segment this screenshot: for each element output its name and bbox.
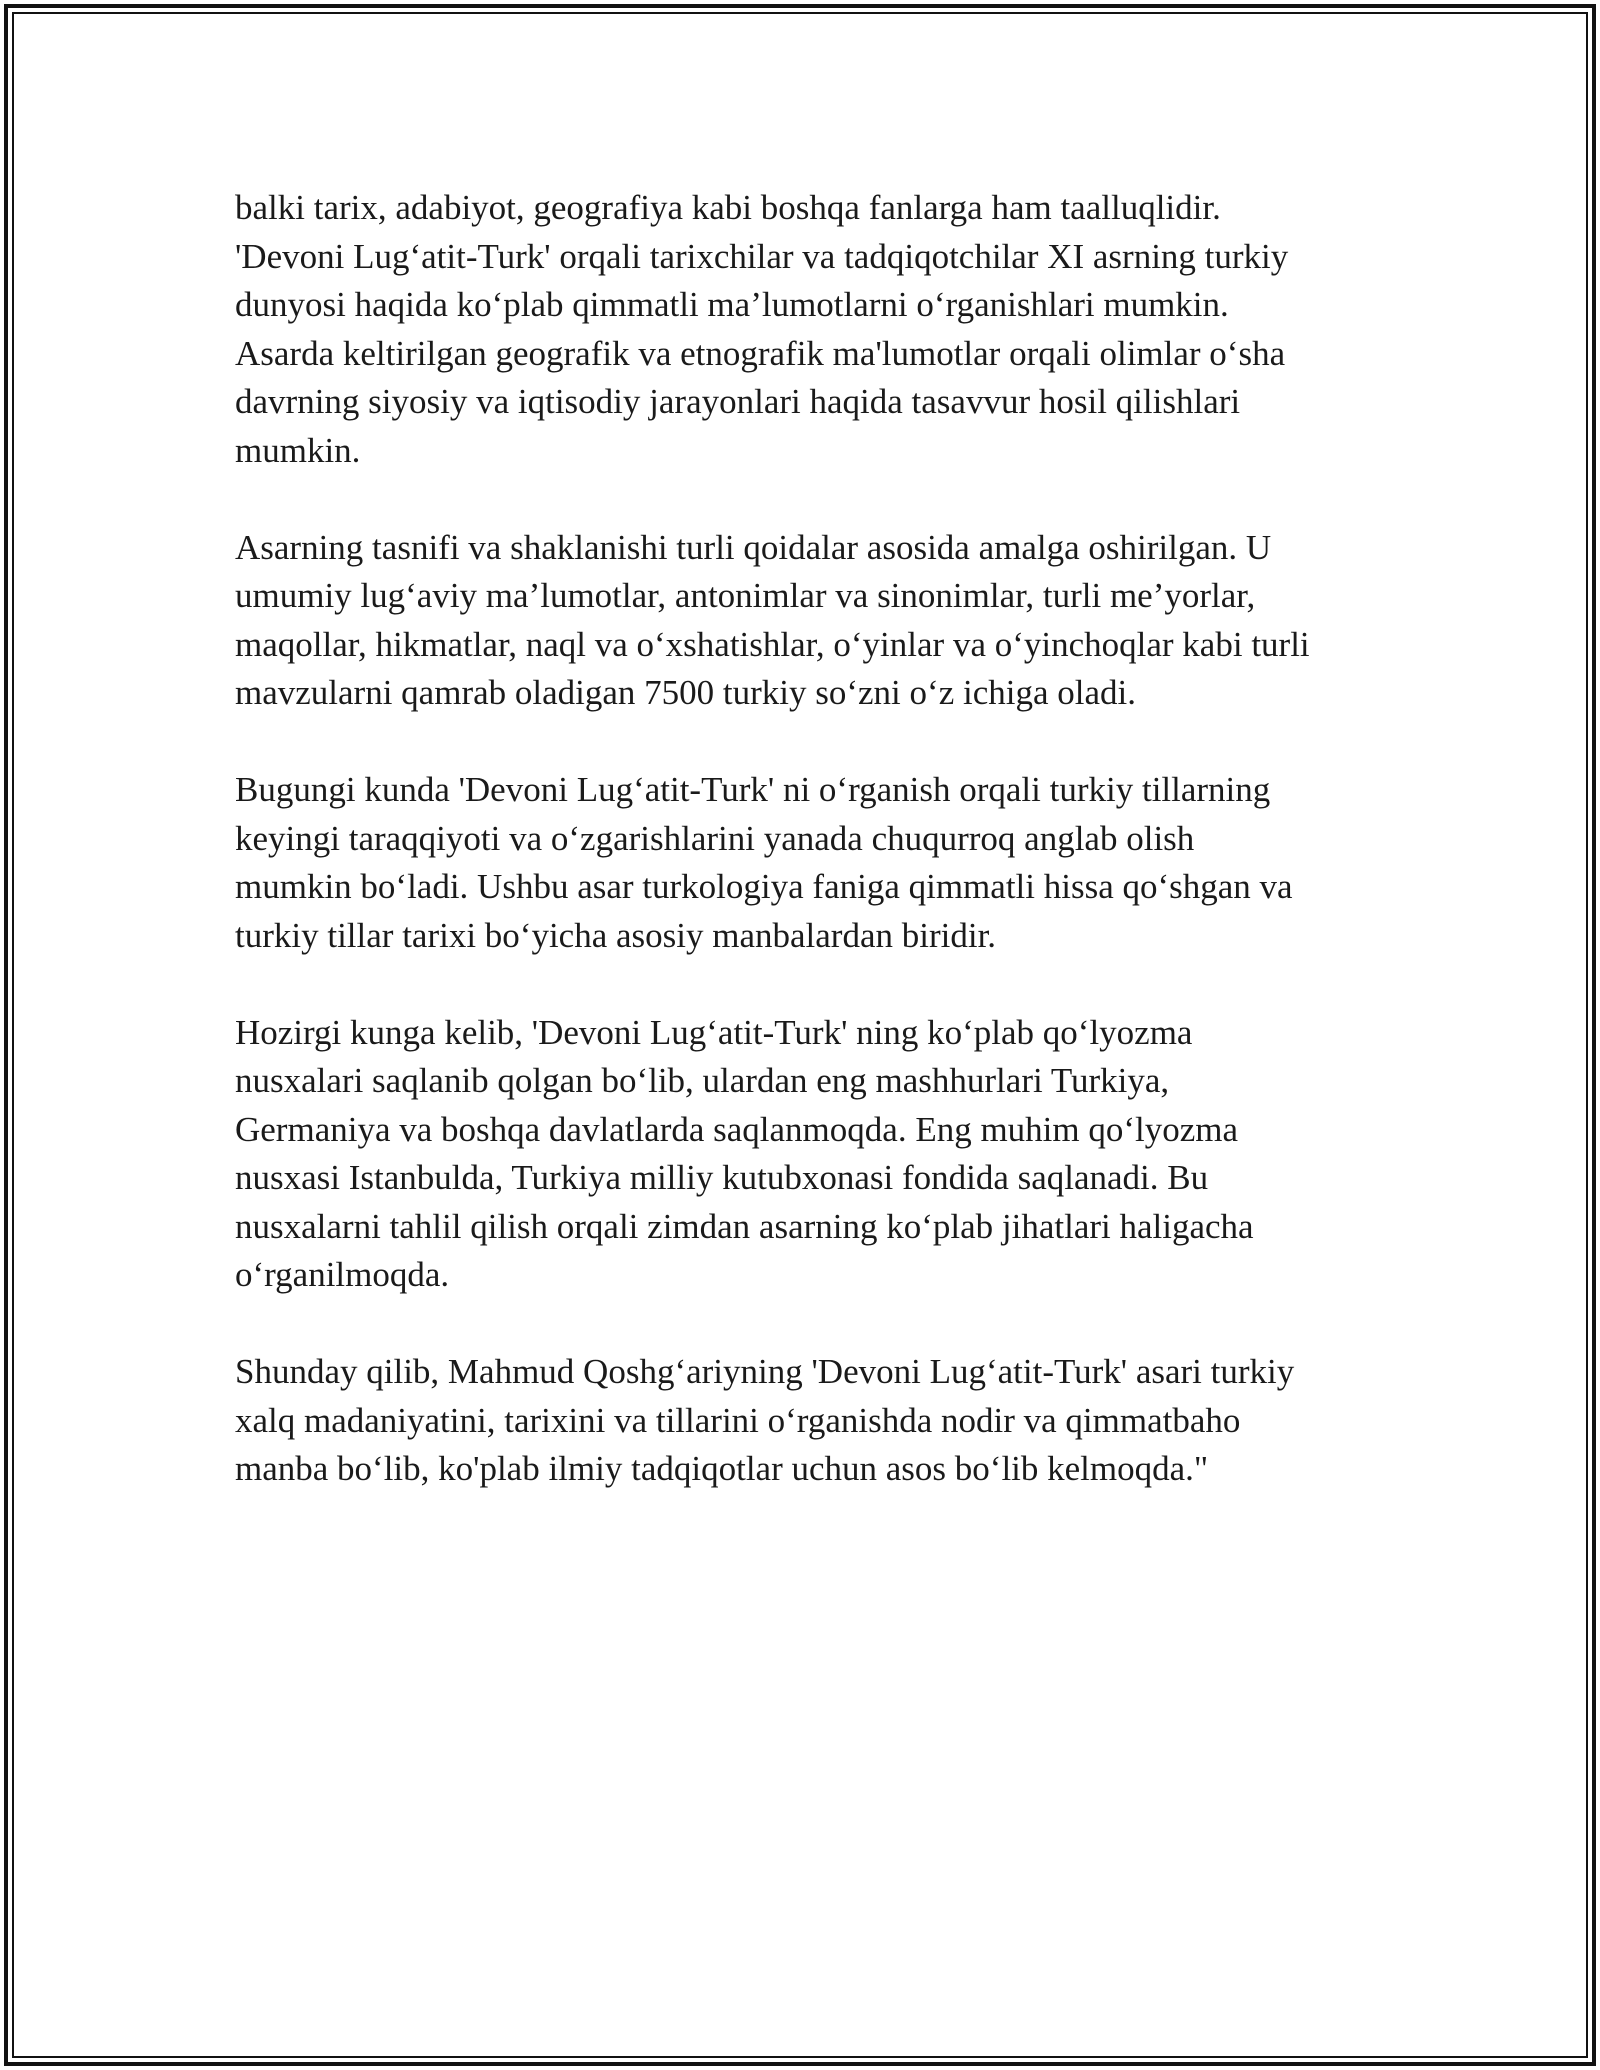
- paragraph-5: [235, 1348, 1385, 1494]
- text-line: Shunday qilib, Mahmud Qoshg‘ariyning 'Devoni Lug‘atit-Turk' asari turkiy: [235, 1352, 1295, 1391]
- text-line: Hozirgi kunga kelib, 'Devoni Lug‘atit-Turk' ning ko‘plab qo‘lyozma: [235, 1012, 1193, 1052]
- text-line: Asarning tasnifi va shaklanishi turli qoidalar asosida amalga oshirilgan. U: [235, 527, 1272, 567]
- text-line: davrning siyosiy va iqtisodiy jarayonlari haqida tasavvur hosil qilishlari: [235, 382, 1241, 421]
- text-line: mavzularni qamrab oladigan 7500 turkiy so‘zni o‘z ichiga oladi.: [235, 673, 1136, 712]
- text-line: nusxasi Istanbulda, Turkiya milliy kutubxonasi fondida saqlanadi. Bu: [235, 1158, 1209, 1197]
- text-line: 'Devoni Lug‘atit-Turk' orqali tarixchilar va tadqiqotchilar XI asrning turkiy: [235, 236, 1289, 276]
- text-line: nusxalari saqlanib qolgan bo‘lib, ulardan eng mashhurlari Turkiya,: [235, 1061, 1170, 1100]
- paragraph-3: [235, 766, 1385, 960]
- text-line: maqollar, hikmatlar, naql va o‘xshatishlar, o‘yinlar va o‘yinchoqlar kabi turli: [235, 624, 1310, 664]
- text-line: o‘rganilmoqda.: [235, 1255, 450, 1294]
- text-line: keyingi taraqqiyoti va o‘zgarishlarini yanada chuqurroq anglab olish: [235, 818, 1195, 858]
- text-line: xalq madaniyatini, tarixini va tillarini o‘rganishda nodir va qimmatbaho: [235, 1400, 1241, 1440]
- text-line: manba bo‘lib, ko'plab ilmiy tadqiqotlar uchun asos bo‘lib kelmoqda.": [235, 1449, 1209, 1488]
- paragraph-1: [235, 184, 1385, 475]
- text-line: Bugungi kunda 'Devoni Lug‘atit-Turk' ni o‘rganish orqali turkiy tillarning: [235, 770, 1271, 809]
- paragraph-4: [235, 1009, 1385, 1300]
- text-line: dunyosi haqida ko‘plab qimmatli ma’lumotlarni o‘rganishlari mumkin.: [235, 285, 1229, 324]
- text-line: Germaniya va boshqa davlatlarda saqlanmoqda. Eng muhim qo‘lyozma: [235, 1109, 1239, 1149]
- paragraph-2: [235, 524, 1385, 718]
- text-line: Asarda keltirilgan geografik va etnografik ma'lumotlar orqali olimlar o‘sha: [235, 333, 1286, 373]
- text-line: nusxalarni tahlil qilish orqali zimdan asarning ko‘plab jihatlari haligacha: [235, 1206, 1254, 1246]
- text-line: balki tarix, adabiyot, geografiya kabi boshqa fanlarga ham taalluqlidir.: [235, 188, 1221, 227]
- text-line: turkiy tillar tarixi bo‘yicha asosiy manbalardan biridir.: [235, 915, 997, 955]
- text-line: mumkin bo‘ladi. Ushbu asar turkologiya faniga qimmatli hissa qo‘shgan va: [235, 867, 1293, 906]
- text-line: mumkin.: [235, 430, 361, 470]
- text-line: umumiy lug‘aviy ma’lumotlar, antonimlar va sinonimlar, turli me’yorlar,: [235, 576, 1256, 615]
- document-body: [235, 184, 1385, 1542]
